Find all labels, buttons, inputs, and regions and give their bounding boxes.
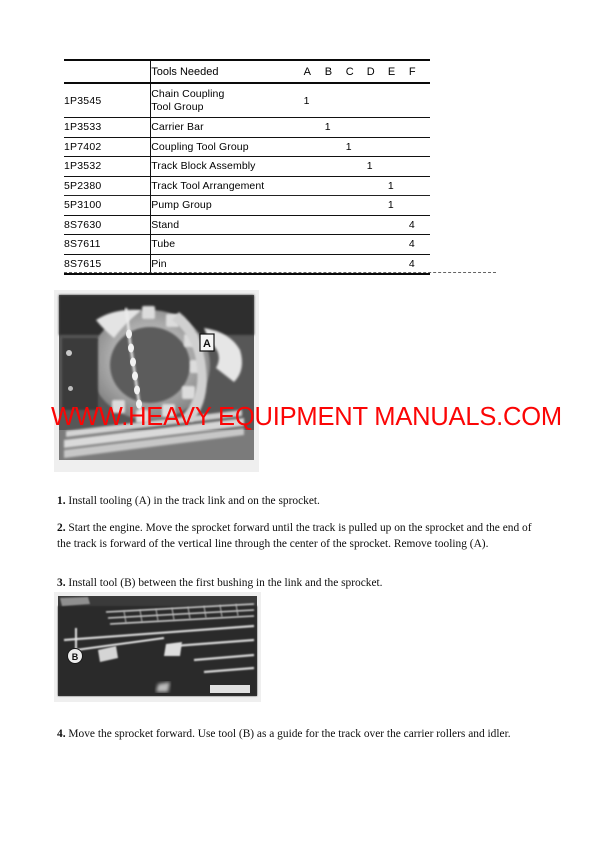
cell-qty-b: [325, 254, 346, 274]
cell-qty-f: [409, 118, 430, 138]
cell-qty-d: [367, 215, 388, 235]
cell-part-number: 1P7402: [64, 137, 151, 157]
cell-qty-b: [325, 196, 346, 216]
cell-qty-c: [346, 83, 367, 118]
description-line-2: Tool Group: [151, 100, 204, 113]
cell-qty-c: [346, 254, 367, 274]
cell-qty-c: [346, 118, 367, 138]
cell-qty-d: [367, 137, 388, 157]
cell-qty-f: 4: [409, 215, 430, 235]
table-row: [64, 235, 430, 255]
cell-qty-e: [388, 118, 409, 138]
step-3-paragraph: [57, 576, 545, 591]
header-letter-b: B: [324, 65, 333, 78]
cell-qty-d: 1: [367, 157, 388, 177]
cell-qty-e: [388, 83, 409, 118]
bottom-border-c: [346, 274, 367, 275]
cell-qty-a: [304, 254, 325, 274]
table-row: [64, 157, 430, 177]
cell-qty-d: [367, 176, 388, 196]
step-4-number: 4.: [57, 728, 66, 741]
table-row: [64, 196, 430, 216]
cell-description: Track Block Assembly: [151, 157, 304, 177]
figure-2-image: [54, 592, 261, 702]
header-letter-a: A: [303, 65, 311, 78]
cell-qty-d: [367, 254, 388, 274]
step-1-number: 1.: [57, 495, 66, 508]
cell-qty-e: [388, 254, 409, 274]
cell-qty-c: [346, 157, 367, 177]
cell-part-number: 8S7630: [64, 215, 151, 235]
cell-description: [151, 83, 304, 118]
bottom-border-f: [409, 274, 430, 275]
cell-qty-f: [409, 176, 430, 196]
cell-qty-e: 1: [388, 176, 409, 196]
figure-1-callout-a: A: [203, 338, 211, 350]
step-3-number: 3.: [57, 577, 66, 590]
dashed-separator: [64, 272, 496, 273]
cell-qty-b: 1: [325, 118, 346, 138]
table-header-row: [64, 60, 430, 83]
figure-1-reference-code: [227, 449, 228, 454]
bottom-border-b: [325, 274, 346, 275]
cell-qty-a: [304, 215, 325, 235]
cell-qty-d: [367, 83, 388, 118]
figure-1-image: [54, 290, 259, 472]
cell-part-number: 8S7611: [64, 235, 151, 255]
cell-qty-e: [388, 235, 409, 255]
watermark-text: WWW.HEAVY EQUIPMENT MANUALS.COM: [51, 403, 562, 431]
cell-part-number: 5P2380: [64, 176, 151, 196]
table-row: [64, 118, 430, 138]
step-4-text: Move the sprocket forward. Use tool (B) as a guide for the track over the carrier rollers and idler.: [68, 728, 511, 741]
table-row: [64, 83, 430, 118]
cell-qty-a: [304, 235, 325, 255]
cell-qty-e: 1: [388, 196, 409, 216]
table-bottom-border-row: [64, 274, 430, 275]
bottom-border-desc: [151, 274, 304, 275]
tools-needed-table-container: [64, 59, 430, 275]
cell-part-number: 8S7615: [64, 254, 151, 274]
cell-part-number: 1P3533: [64, 118, 151, 138]
step-3-text: Install tool (B) between the first bushing in the link and the sprocket.: [68, 577, 383, 590]
header-letter-d: D: [366, 65, 375, 78]
cell-qty-c: 1: [346, 137, 367, 157]
header-letter-e: E: [387, 65, 396, 78]
table-row: [64, 176, 430, 196]
table-row: [64, 215, 430, 235]
cell-qty-c: [346, 196, 367, 216]
bottom-border-a: [304, 274, 325, 275]
cell-qty-b: [325, 137, 346, 157]
header-part-number: [64, 60, 151, 83]
table-row: [64, 137, 430, 157]
cell-qty-a: 1: [304, 83, 325, 118]
header-letter-f: F: [408, 65, 416, 78]
cell-part-number: 1P3545: [64, 83, 151, 118]
step-2-paragraph: [57, 521, 545, 552]
figure-2-callout-b: B: [71, 652, 79, 662]
bottom-border-d: [367, 274, 388, 275]
cell-qty-f: [409, 137, 430, 157]
cell-qty-f: [409, 83, 430, 118]
cell-qty-c: [346, 235, 367, 255]
figure-1-sprocket-photo: [54, 290, 259, 472]
tools-needed-table: [64, 59, 430, 275]
bottom-border-e: [388, 274, 409, 275]
step-2-number: 2.: [57, 522, 66, 535]
figure-2-track-photo: [54, 592, 261, 702]
cell-qty-c: [346, 215, 367, 235]
cell-qty-b: [325, 235, 346, 255]
cell-qty-b: [325, 157, 346, 177]
cell-qty-d: [367, 118, 388, 138]
description-line-1: Chain Coupling: [151, 88, 225, 100]
cell-qty-a: [304, 176, 325, 196]
cell-description: Pump Group: [151, 196, 304, 216]
step-2-text: Start the engine. Move the sprocket forward until the track is pulled up on the sprocket and the end of the track is forward of the vertical line through the center of the sprocket. Remove tooling (A).: [57, 522, 532, 550]
cell-description: Tube: [151, 235, 304, 255]
cell-qty-c: [346, 176, 367, 196]
cell-qty-b: [325, 176, 346, 196]
cell-part-number: 5P3100: [64, 196, 151, 216]
step-4-paragraph: [57, 727, 545, 742]
cell-qty-a: [304, 196, 325, 216]
step-1-text: Install tooling (A) in the track link and on the sprocket.: [68, 495, 320, 508]
cell-qty-a: [304, 157, 325, 177]
cell-qty-b: [325, 83, 346, 118]
cell-qty-e: [388, 157, 409, 177]
cell-qty-f: [409, 196, 430, 216]
cell-qty-d: [367, 235, 388, 255]
cell-part-number: 1P3532: [64, 157, 151, 177]
step-1-paragraph: [57, 494, 545, 509]
cell-description: Stand: [151, 215, 304, 235]
cell-qty-a: [304, 137, 325, 157]
table-row: [64, 254, 430, 274]
cell-description: Coupling Tool Group: [151, 137, 304, 157]
cell-description: Track Tool Arrangement: [151, 176, 304, 196]
cell-qty-e: [388, 215, 409, 235]
cell-qty-f: 4: [409, 235, 430, 255]
cell-qty-e: [388, 137, 409, 157]
cell-qty-d: [367, 196, 388, 216]
cell-qty-a: [304, 118, 325, 138]
cell-qty-f: 4: [409, 254, 430, 274]
cell-description: Carrier Bar: [151, 118, 304, 138]
header-letter-c: C: [345, 65, 354, 78]
cell-qty-b: [325, 215, 346, 235]
bottom-border-part: [64, 274, 151, 275]
figure-2-reference-code: [229, 688, 230, 693]
header-description: Tools Needed: [151, 60, 304, 83]
cell-qty-f: [409, 157, 430, 177]
cell-description: Pin: [151, 254, 304, 274]
